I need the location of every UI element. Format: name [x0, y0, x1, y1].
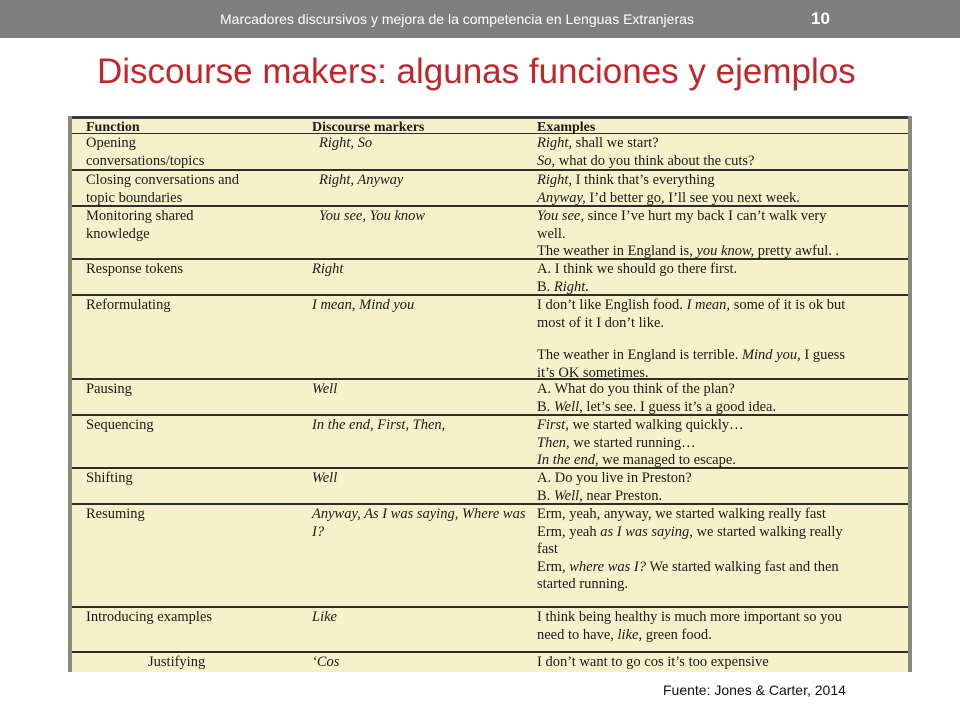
example-line: fast [537, 541, 558, 557]
function-text: Justifying [148, 654, 206, 670]
examples-cell [537, 470, 907, 505]
function-text: Monitoring shared [86, 208, 194, 224]
function-text: conversations/topics [86, 152, 205, 169]
markers-cell: Well [312, 381, 338, 397]
table-row [72, 297, 908, 380]
example-line: Right, I think that’s everything [537, 172, 715, 188]
table-row [72, 381, 908, 416]
header-function: Function [86, 120, 140, 135]
example-line: Erm, yeah, anyway, we started walking really fast [537, 506, 826, 522]
example-marker-emphasis: You see, [537, 208, 584, 224]
example-line: Erm, yeah as I was saying, we started walking really [537, 523, 843, 540]
example-line: started running. [537, 576, 629, 592]
example-line: So, what do you think about the cuts? [537, 152, 755, 169]
slide-header-bar [0, 0, 960, 38]
slide-title: Discourse makers: algunas funciones y ejemplos [97, 52, 856, 91]
example-line: I don’t want to go cos it’s too expensive [537, 654, 769, 670]
example-marker-emphasis: you know, [696, 243, 755, 259]
example-line: The weather in England is terrible. Mind you, I guess [537, 347, 846, 363]
example-marker-emphasis: In the end, [537, 452, 599, 468]
example-marker-emphasis: Mind you, [741, 347, 801, 363]
example-line: A. Do you live in Preston? [537, 470, 692, 486]
table-row [72, 208, 908, 260]
example-marker-emphasis: as I was saying, [600, 523, 693, 540]
markers-cell: Well [312, 470, 338, 486]
examples-cell [537, 208, 907, 261]
markers-cell: Like [312, 609, 337, 625]
function-text: Sequencing [86, 417, 154, 433]
example-marker-emphasis: Right, [537, 135, 573, 151]
markers-cell: I mean, Mind you [312, 297, 415, 313]
table-row [72, 470, 908, 505]
table-row [72, 506, 908, 608]
example-marker-emphasis: I mean, [686, 297, 731, 313]
function-text: Reformulating [86, 297, 171, 313]
function-cell [86, 470, 306, 488]
example-line: I don’t like English food. I mean, some of it is ok but [537, 297, 846, 313]
examples-cell [537, 261, 907, 296]
function-cell [86, 135, 306, 170]
examples-cell [537, 135, 907, 170]
examples-cell [537, 381, 907, 416]
slide-header-text: Marcadores discursivos y mejora de la competencia en Lenguas Extranjeras [220, 11, 694, 27]
example-line: it’s OK sometimes. [537, 364, 649, 381]
function-cell [86, 261, 306, 279]
scanned-table-image [68, 116, 912, 672]
examples-cell [537, 172, 907, 207]
table-row [72, 135, 908, 171]
header-examples: Examples [537, 120, 596, 135]
function-text: Response tokens [86, 261, 184, 277]
function-text: topic boundaries [86, 189, 183, 206]
example-marker-emphasis: like, [617, 626, 643, 643]
example-line: B. Well, let’s see. I guess it’s a good idea. [537, 398, 777, 415]
example-gap [537, 332, 907, 347]
markers-cell: In the end, First, Then, [312, 417, 446, 433]
markers-cell: Right, So [319, 135, 373, 151]
example-line: Right, shall we start? [537, 135, 659, 151]
example-line: I think being healthy is much more important so you [537, 609, 842, 625]
examples-cell [537, 297, 907, 382]
example-marker-emphasis: First, [537, 417, 569, 433]
example-line: A. What do you think of the plan? [537, 381, 735, 397]
example-line: Erm, where was I? We started walking fast and then [537, 558, 839, 575]
function-text: Introducing examples [86, 609, 213, 625]
function-cell [86, 172, 306, 207]
source-citation: Fuente: Jones & Carter, 2014 [663, 682, 846, 698]
markers-cell: Right, Anyway [319, 172, 404, 188]
example-marker-emphasis: So, [537, 152, 556, 169]
example-line: well. [537, 225, 566, 242]
examples-cell [537, 506, 907, 594]
example-line: most of it I don’t like. [537, 314, 665, 331]
example-line: Then, we started running… [537, 434, 696, 451]
example-line: First, we started walking quickly… [537, 417, 744, 433]
function-text: Closing conversations and [86, 172, 240, 188]
markers-cell: Right [312, 261, 344, 277]
example-marker-emphasis: Right. [553, 278, 589, 295]
example-line: The weather in England is, you know, pretty awful. . [537, 243, 840, 259]
function-text: Pausing [86, 381, 132, 397]
example-marker-emphasis: Well, [553, 487, 583, 504]
scan-right-edge [908, 116, 912, 672]
example-line: Anyway, I’d better go, I’ll see you next week. [537, 189, 800, 206]
function-cell [86, 506, 306, 524]
example-marker-emphasis: Then, [537, 434, 570, 451]
function-text: Resuming [86, 506, 145, 522]
example-line: You see, since I’ve hurt my back I can’t walk very [537, 208, 827, 224]
examples-cell [537, 654, 907, 672]
table-row [72, 417, 908, 469]
table-header-row [72, 119, 908, 134]
example-marker-emphasis: Anyway, [537, 189, 586, 206]
examples-cell [537, 609, 907, 644]
function-text: Opening [86, 135, 136, 151]
example-marker-emphasis: Right, [537, 172, 573, 188]
example-line: A. I think we should go there first. [537, 261, 738, 277]
example-line: need to have, like, green food. [537, 626, 712, 643]
function-cell [86, 208, 306, 243]
function-cell [86, 381, 306, 399]
table-row [72, 261, 908, 296]
example-marker-emphasis: Well, [553, 398, 583, 415]
markers-cell: ‘Cos [312, 654, 340, 670]
table-row [72, 609, 908, 653]
function-cell [86, 417, 306, 435]
header-discourse-markers: Discourse markers [312, 120, 425, 135]
markers-cell: You see, You know [319, 208, 426, 224]
example-marker-emphasis: where was I? [569, 558, 647, 575]
function-cell [86, 609, 306, 627]
table-row [72, 172, 908, 207]
function-cell [86, 297, 306, 315]
markers-cell: Anyway, As I was saying, Where was I? [312, 506, 526, 540]
example-line: In the end, we managed to escape. [537, 452, 736, 468]
examples-cell [537, 417, 907, 470]
slide-number: 10 [811, 9, 830, 28]
table-row [72, 654, 908, 672]
function-text: Shifting [86, 470, 133, 486]
function-text: knowledge [86, 225, 150, 242]
example-line: B. Well, near Preston. [537, 487, 663, 504]
example-line: B. Right. [537, 278, 589, 295]
